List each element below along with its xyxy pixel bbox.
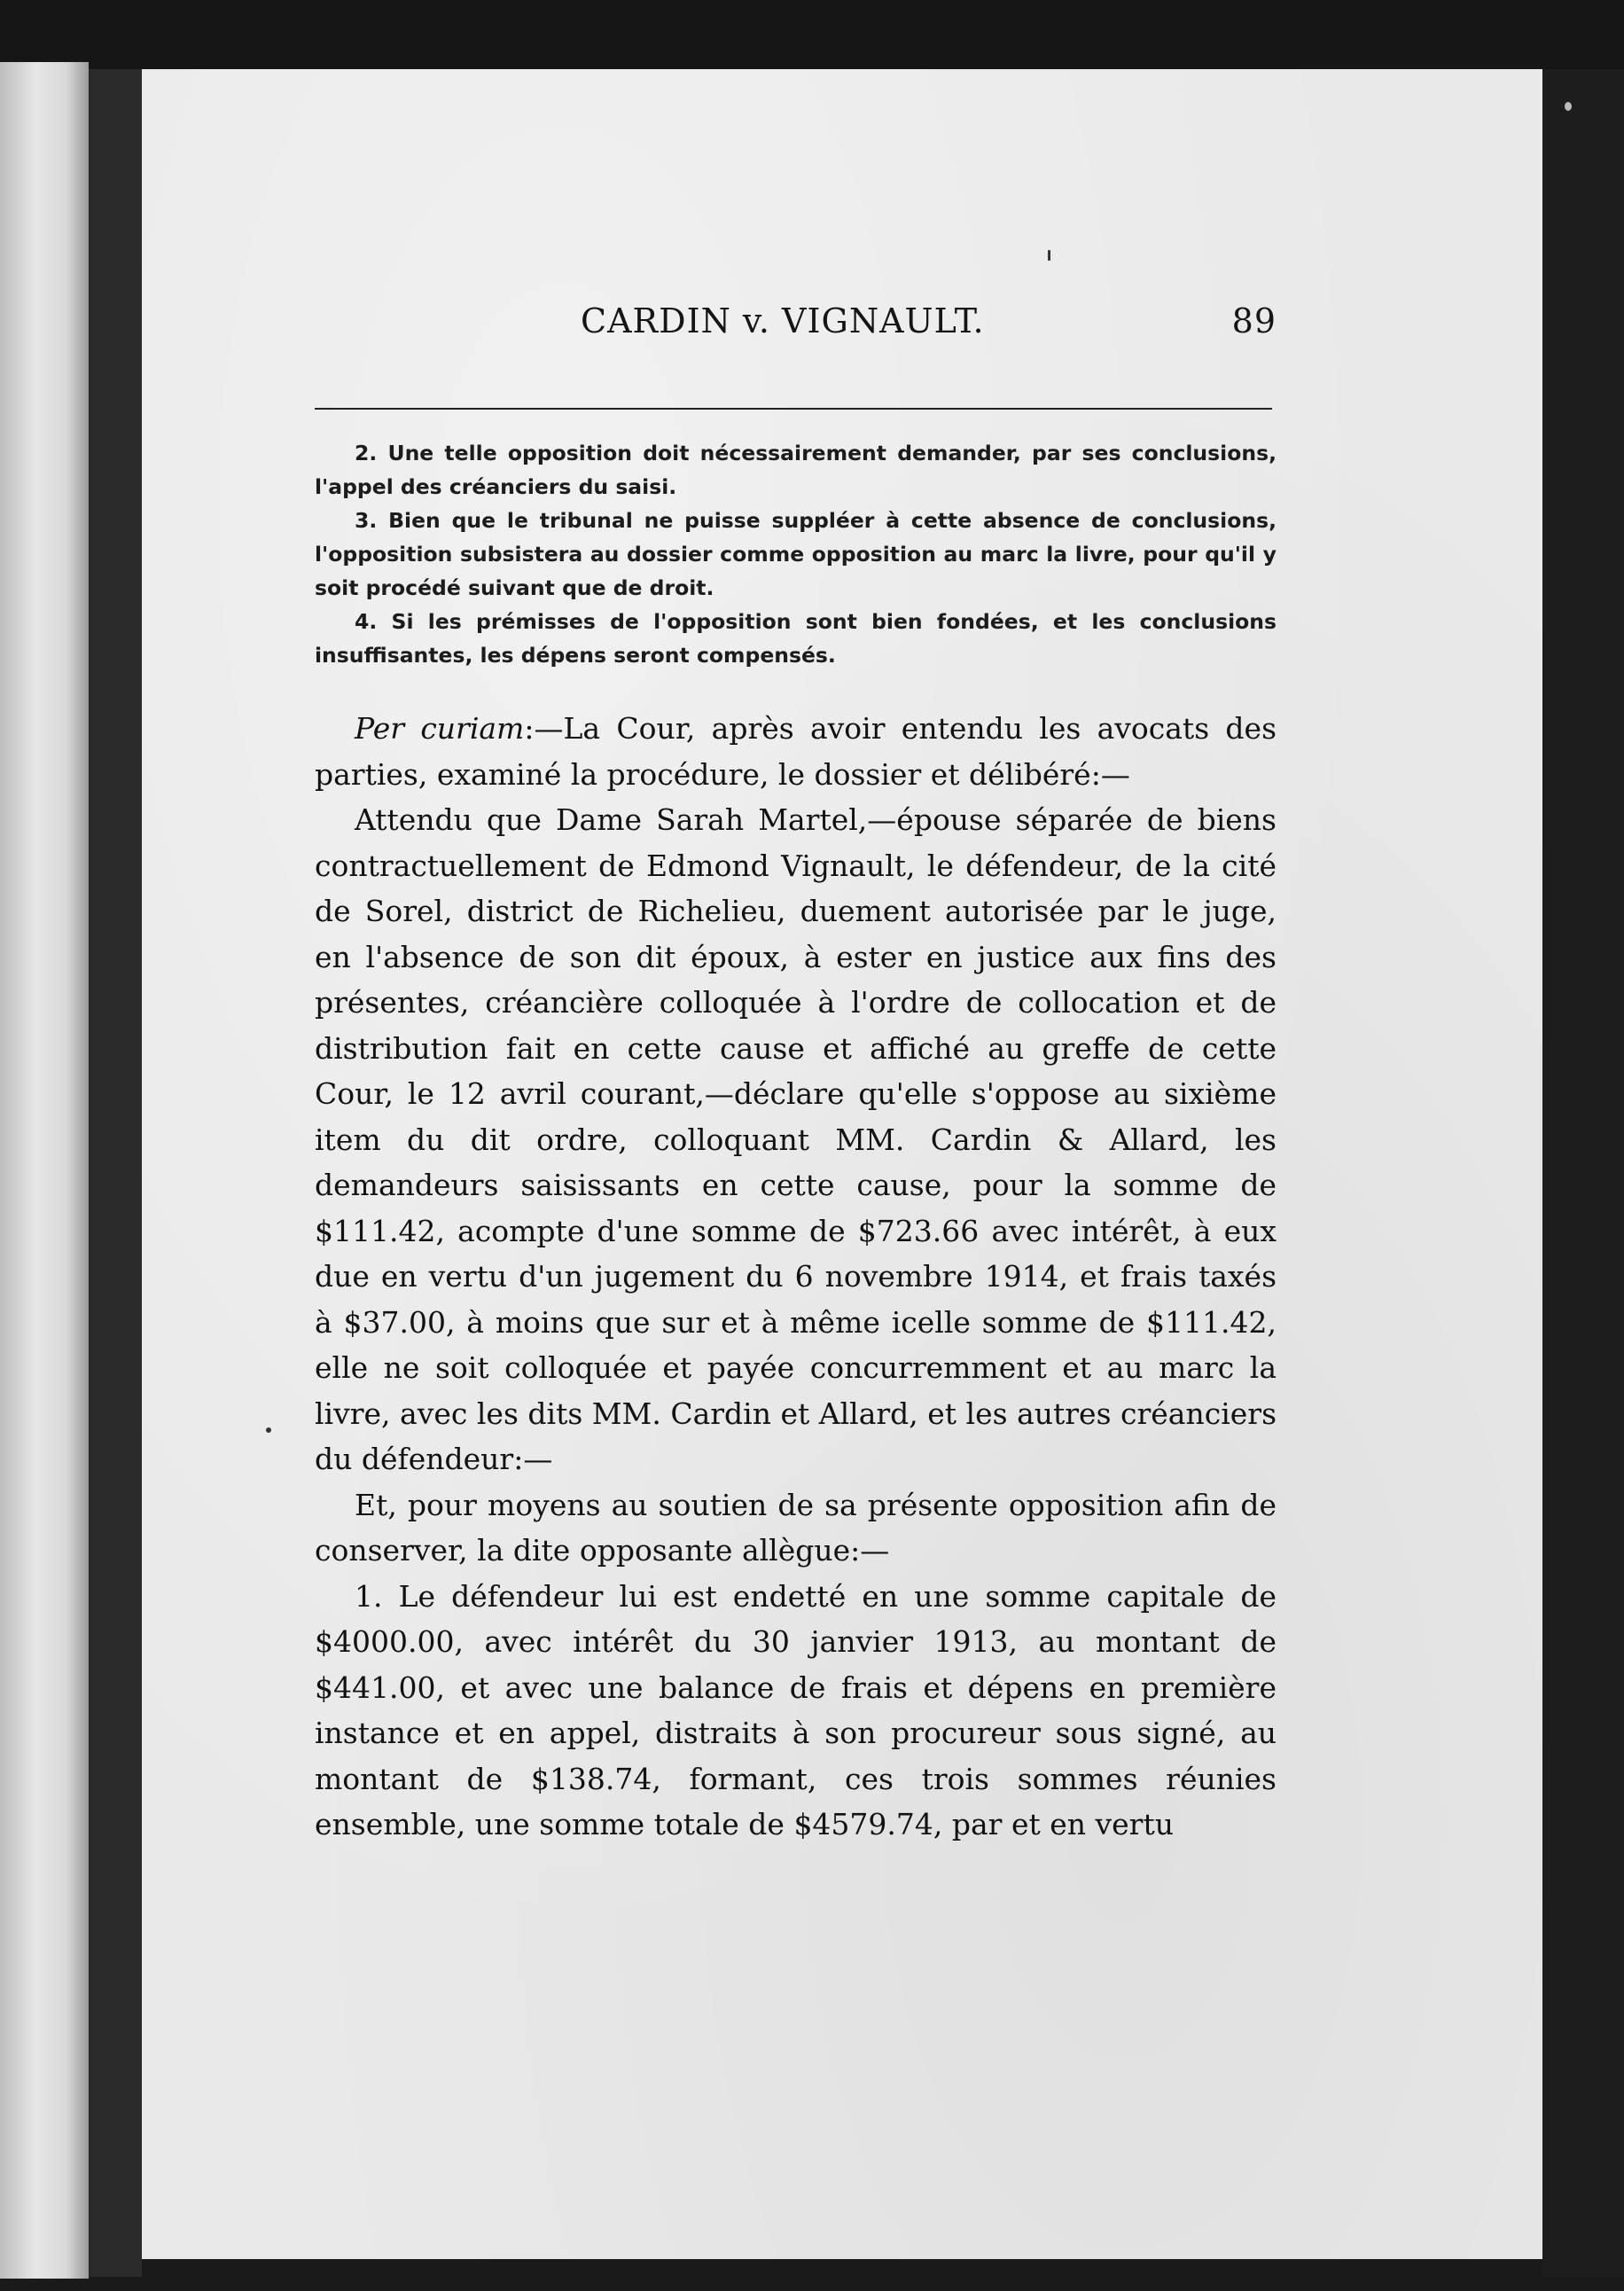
paragraph-attendu: Attendu que Dame Sarah Martel,—épouse séparée de biens contractuellement de Edmond Vignault, le défendeur, de la cité de Sorel, district de Richelieu, duement autorisée par le juge, en l'absence de son dit époux, à ester en justice aux fins des présentes, créancière colloquée à l'ordre de collocation et de distribution fait en cette cause et affiché au greffe de cette Cour, le 12 avril courant,—déclare qu'elle s'oppose au sixième item du dit ordre, colloquant MM. Cardin & Allard, les demandeurs saisissants en cette cause, pour la somme de $111.42, acompte d'une somme de $723.66 avec intérêt, à eux due en vertu d'un jugement du 6 novembre 1914, et frais taxés à $37.00, à moins que sur et à même icelle somme de $111.42, elle ne soit colloquée et payée concurremment et au marc la livre, avec les dits MM. Cardin et Allard, et les autres créanciers du défendeur:— [315,802,1277,1476]
book-gutter [89,69,142,2277]
per-curiam-text: :—La Cour, après avoir entendu les avocats des parties, examiné la procédure, le dossier et délibéré:— [315,711,1277,792]
page-number: 89 [1231,301,1277,340]
paragraph-moyens: Et, pour moyens au soutien de sa présente opposition afin de conserver, la dite opposante allègue:— [315,1487,1277,1568]
scan-top-border [0,0,1624,69]
header-rule [315,408,1272,410]
judgment-text [315,706,1277,1848]
headnote-2: 2. Une telle opposition doit nécessairement demander, par ses conclusions, l'appel des créanciers du saisi. [315,441,1277,499]
paragraph-item-1: 1. Le défendeur lui est endetté en une somme capitale de $4000.00, avec intérêt du 30 janvier 1913, au montant de $441.00, et avec une balance de frais et dépens en première instance et en appel, distraits à son procureur sous signé, au montant de $138.74, formant, ces trois sommes réunies ensemble, une somme totale de $4579.74, par et en vertu [315,1578,1277,1841]
headnote-3: 3. Bien que le tribunal ne puisse suppléer à cette absence de conclusions, l'opposition subsistera au dossier comme opposition au marc la livre, pour qu'il y soit procédé suivant que de droit. [315,508,1277,600]
headnotes [315,436,1277,672]
running-head [315,301,1277,355]
page-content [315,301,1277,1848]
facing-page-edge [0,62,89,2279]
per-curiam-label: Per curiam [355,711,525,746]
scan-speck [1565,102,1572,111]
headnote-4: 4. Si les prémisses de l'opposition sont bien fondées, et les conclusions insuffisantes, les dépens seront compensés. [315,609,1277,668]
scan-speck [1048,250,1050,261]
paragraph-per-curiam [315,706,1277,797]
scan-right-border [1542,69,1624,2277]
running-head-title: CARDIN v. VIGNAULT. [581,301,985,340]
scan-speck [266,1427,271,1433]
